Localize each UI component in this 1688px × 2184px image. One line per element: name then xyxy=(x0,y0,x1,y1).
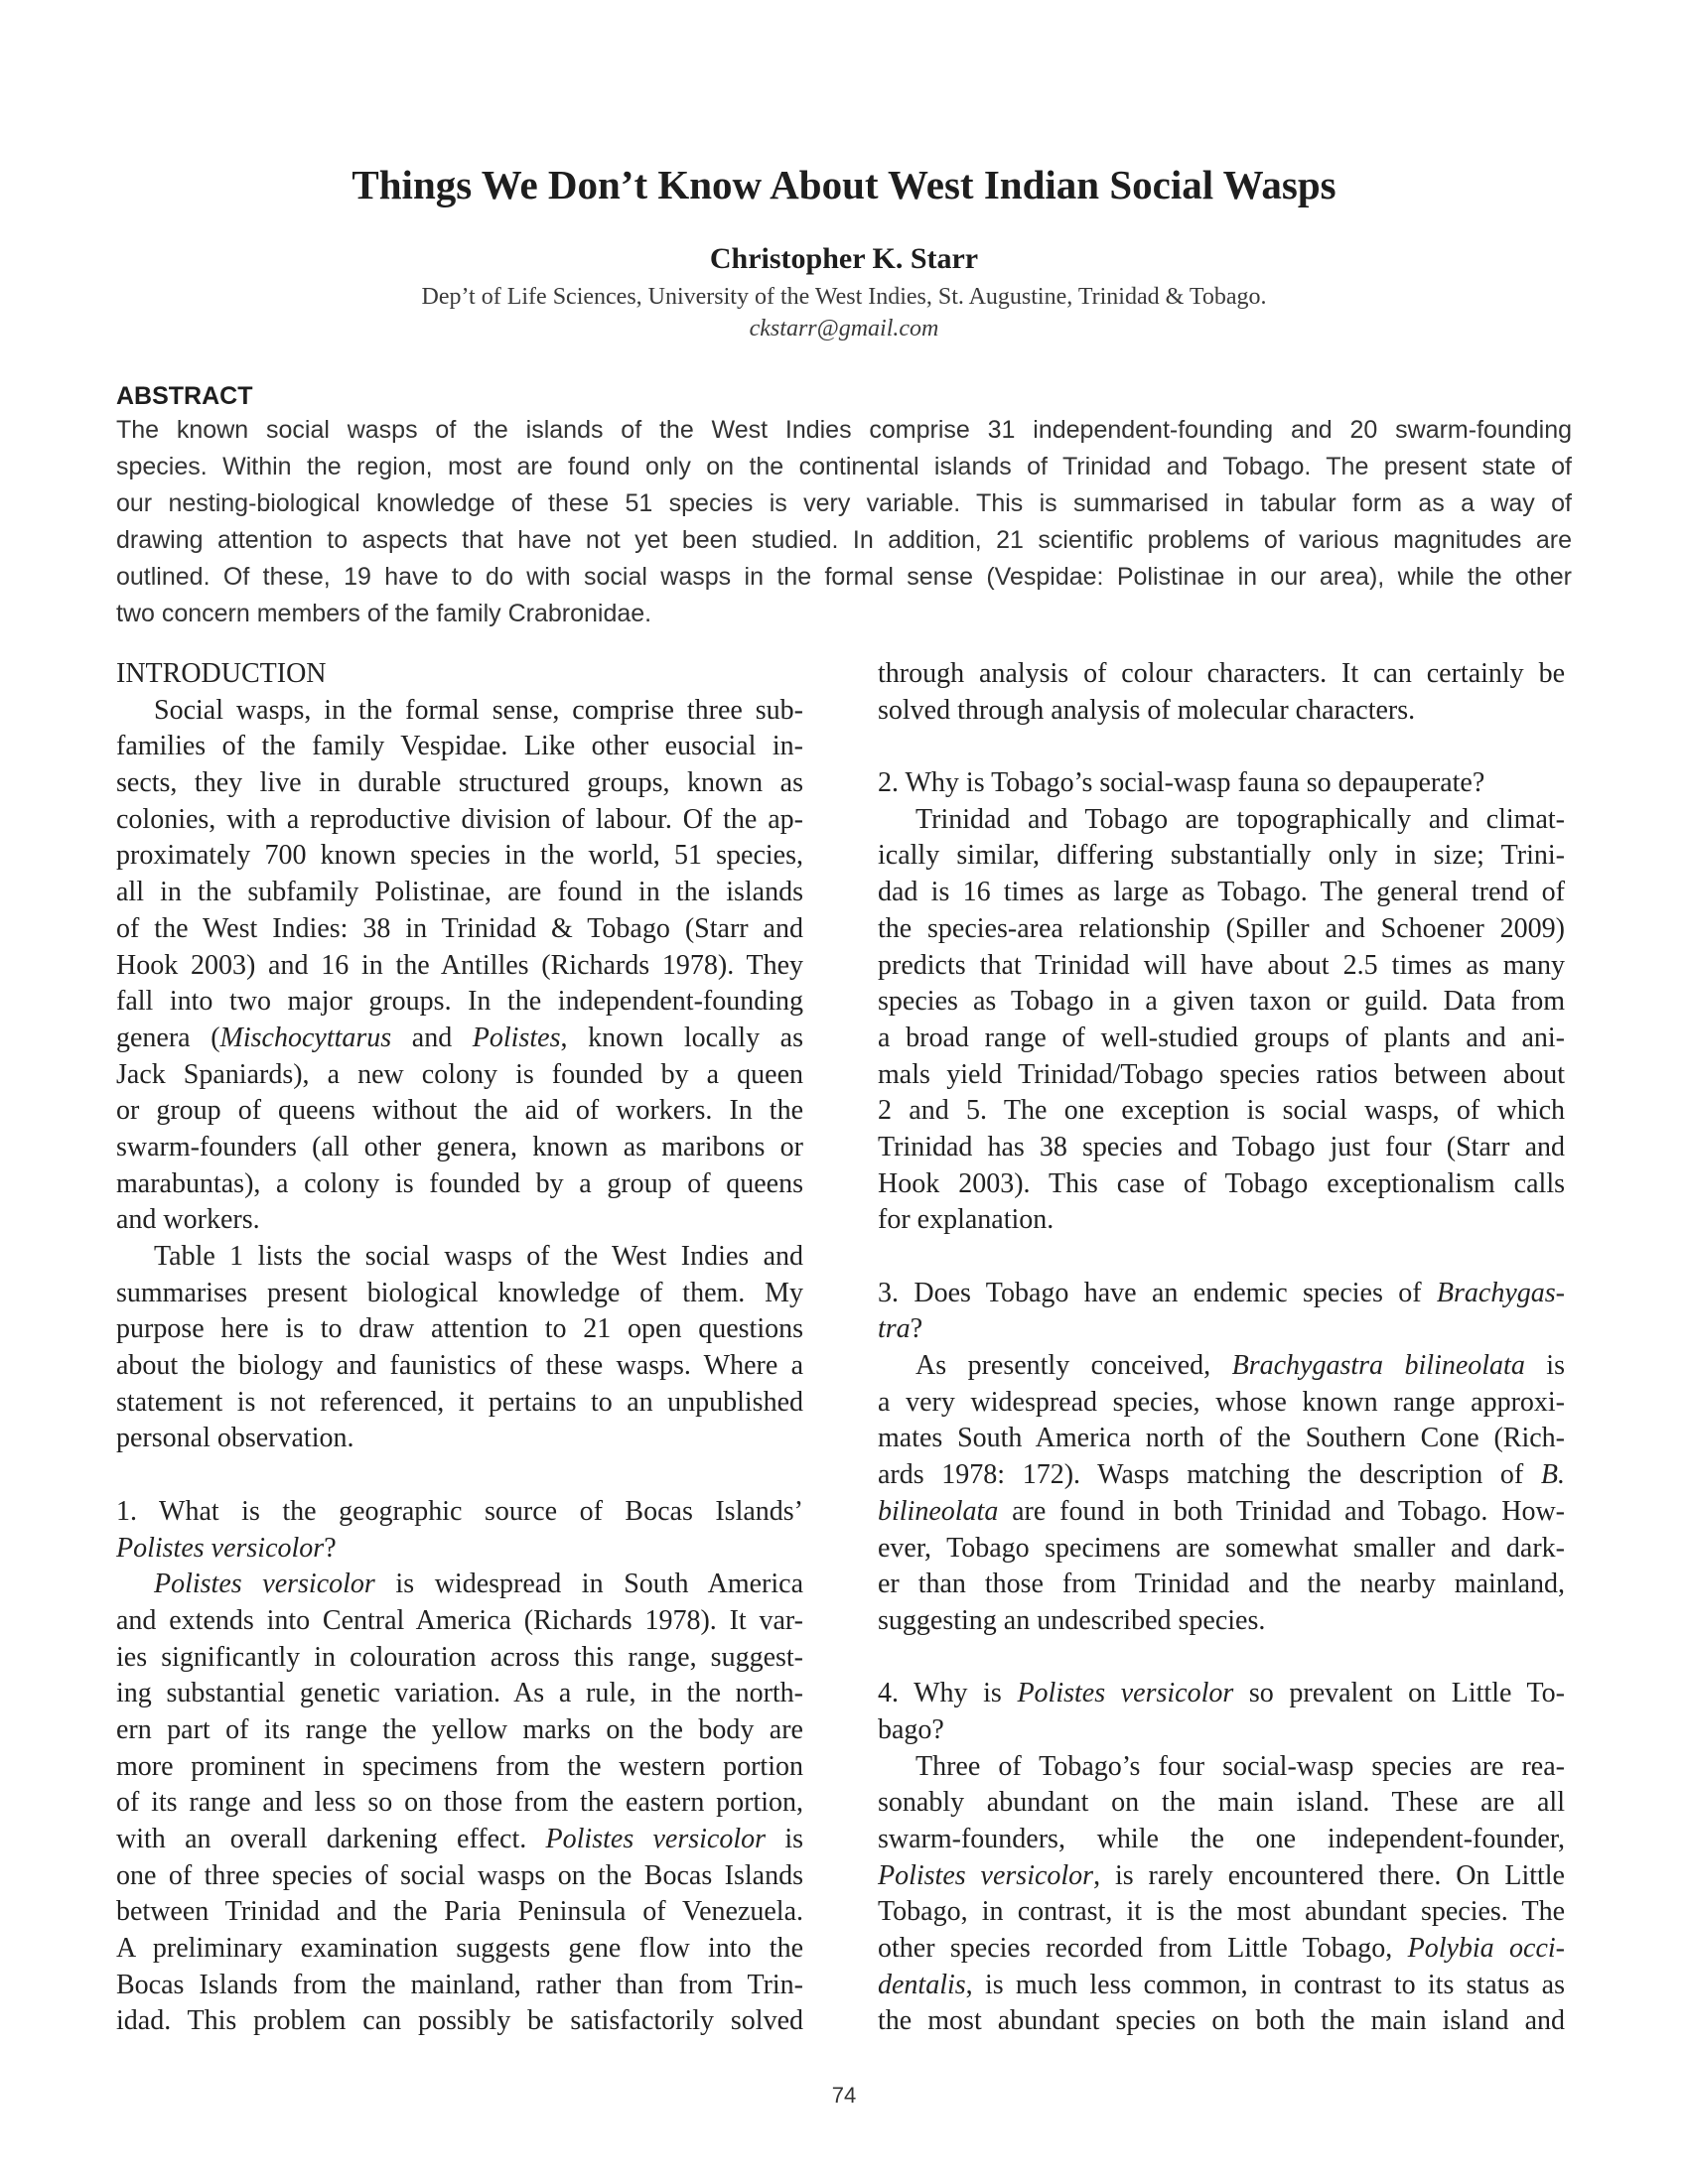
text-segment: is xyxy=(766,1824,803,1854)
text-line: predicts that Trinidad will have about 2.5 times as many xyxy=(878,949,1565,981)
text-line: Trinidad has 38 species and Tobago just four (Starr and xyxy=(878,1131,1565,1162)
text-segment: ards 1978: 172). Wasps matching the description of xyxy=(878,1459,1541,1491)
text-line xyxy=(878,1676,1565,1712)
text-line xyxy=(878,1858,1565,1895)
text-line: Hook 2003) and 16 in the Antilles (Richards 1978). They xyxy=(116,949,803,981)
text-line: 1. What is the geographic source of Bocas Islands’ xyxy=(116,1495,803,1527)
text-line: idad. This problem can possibly be satisfactorily solved xyxy=(116,2005,803,2037)
text-line: Tobago, in contrast, it is the most abundant species. The xyxy=(878,1896,1565,1928)
text-line xyxy=(116,1021,803,1057)
text-line: one of three species of social wasps on the Bocas Islands xyxy=(116,1859,803,1891)
paragraph-gap xyxy=(878,1239,1565,1276)
author-name: Christopher K. Starr xyxy=(709,242,979,275)
text-line: Jack Spaniards), a new colony is founded by a queen xyxy=(116,1058,803,1090)
paragraph-gap xyxy=(878,1640,1565,1677)
italic-taxon: Brachygas- xyxy=(1436,1277,1565,1308)
text-line xyxy=(878,1276,1565,1312)
text-segment: is widespread in South America xyxy=(374,1569,803,1600)
text-line: a very widespread species, whose known range approxi- xyxy=(878,1386,1565,1418)
text-line: the most abundant species on both the main island and xyxy=(878,2005,1565,2037)
text-line: sonably abundant on the main island. These are all xyxy=(878,1787,1565,1819)
text-line: more prominent in specimens from the western portion xyxy=(116,1750,803,1782)
text-line: and workers. xyxy=(116,1204,260,1236)
text-line: summarises present biological knowledge of them. My xyxy=(116,1277,803,1308)
text-line: sects, they live in durable structured groups, known as xyxy=(116,767,803,799)
text-line: Table 1 lists the social wasps of the West Indies and xyxy=(154,1241,803,1272)
text-line: about the biology and faunistics of these wasps. Where a xyxy=(116,1350,803,1382)
text-line: through analysis of colour characters. It can certainly be xyxy=(878,658,1565,689)
italic-taxon: bilineolata xyxy=(878,1495,999,1527)
left-text-column xyxy=(116,656,803,2040)
text-line: colonies, with a reproductive division of labour. Of the ap- xyxy=(116,803,803,835)
text-line: ically similar, differing substantially only in size; Trini- xyxy=(878,840,1565,872)
italic-taxon: Polistes versicolor xyxy=(545,1824,767,1854)
italic-taxon: tra xyxy=(878,1313,911,1345)
text-line xyxy=(878,1494,1565,1531)
page-number: 74 xyxy=(831,2083,857,2108)
text-line: of the West Indies: 38 in Trinidad & Tobago (Starr and xyxy=(116,912,803,944)
text-line: er than those from Trinidad and the nearby mainland, xyxy=(878,1569,1565,1600)
text-line: families of the family Vespidae. Like other eusocial in- xyxy=(116,731,803,762)
text-line: dad is 16 times as large as Tobago. The general trend of xyxy=(878,877,1565,908)
text-line: personal observation. xyxy=(116,1423,354,1454)
text-line: all in the subfamily Polistinae, are found in the islands xyxy=(116,877,803,908)
text-line: Trinidad and Tobago are topographically and climat- xyxy=(915,803,1565,835)
text-segment: is xyxy=(1524,1350,1565,1382)
text-line: mates South America north of the Southern Cone (Rich- xyxy=(878,1423,1565,1454)
text-line: bago? xyxy=(878,1713,944,1745)
text-line: Social wasps, in the formal sense, comprise three sub- xyxy=(154,694,803,726)
italic-taxon: Polybia occi- xyxy=(1407,1933,1565,1965)
text-segment: 4. Why is xyxy=(878,1678,1018,1709)
text-line: proximately 700 known species in the world, 51 species, xyxy=(116,840,803,872)
text-line: A preliminary examination suggests gene flow into the xyxy=(116,1933,803,1965)
text-line xyxy=(878,1457,1565,1494)
text-line xyxy=(116,1822,803,1858)
abstract-line: outlined. Of these, 19 have to do with social wasps in the formal sense (Vespidae: Polistinae in our area), while the other xyxy=(116,563,1572,591)
text-segment: ? xyxy=(910,1313,923,1345)
text-line: purpose here is to draw attention to 21 open questions xyxy=(116,1313,803,1345)
abstract-body xyxy=(116,412,1572,632)
text-line: statement is not referenced, it pertains to an unpublished xyxy=(116,1386,803,1418)
text-line: 2 and 5. The one exception is social wasps, of which xyxy=(878,1095,1565,1127)
text-line xyxy=(116,1531,803,1568)
text-segment: so prevalent on Little To- xyxy=(1233,1678,1565,1709)
text-line xyxy=(878,1968,1565,2004)
right-text-column xyxy=(878,656,1565,2040)
text-line xyxy=(878,1348,1565,1385)
paragraph-gap xyxy=(878,729,1565,765)
abstract-line: drawing attention to aspects that have not yet been studied. In addition, 21 scientific problems of various magnitudes are xyxy=(116,526,1572,554)
italic-taxon: Polistes versicolor xyxy=(116,1532,325,1564)
abstract-heading: ABSTRACT xyxy=(116,382,253,410)
text-segment: 3. Does Tobago have an endemic species of xyxy=(878,1277,1437,1308)
text-line: fall into two major groups. In the independent-founding xyxy=(116,986,803,1018)
text-line: ern part of its range the yellow marks on the body are xyxy=(116,1713,803,1745)
italic-taxon: Polistes versicolor xyxy=(878,1859,1094,1891)
text-line: the species-area relationship (Spiller and Schoener 2009) xyxy=(878,912,1565,944)
text-line: swarm-founders, while the one independent-founder, xyxy=(878,1824,1565,1854)
text-line: and extends into Central America (Richards 1978). It var- xyxy=(116,1604,803,1636)
text-line: ies significantly in colouration across this range, suggest- xyxy=(116,1641,803,1673)
text-segment: As presently conceived, xyxy=(915,1350,1232,1382)
text-segment: genera ( xyxy=(116,1022,220,1053)
italic-taxon: Mischocyttarus xyxy=(219,1022,392,1053)
text-line: ever, Tobago specimens are somewhat smaller and dark- xyxy=(878,1532,1565,1564)
italic-taxon: Polistes xyxy=(472,1022,561,1053)
text-line: Bocas Islands from the mainland, rather than from Trin- xyxy=(116,1969,803,2000)
author-email: ckstarr@gmail.com xyxy=(749,316,939,341)
text-line: ing substantial genetic variation. As a rule, in the north- xyxy=(116,1678,803,1709)
italic-taxon: Brachygastra bilineolata xyxy=(1231,1350,1525,1382)
text-segment: , known locally as xyxy=(560,1022,803,1053)
author-affiliation: Dep’t of Life Sciences, University of the West Indies, St. Augustine, Trinidad & Tobago. xyxy=(421,284,1267,310)
paper-title: Things We Don’t Know About West Indian Social Wasps xyxy=(352,162,1336,207)
text-segment: other species recorded from Little Tobago, xyxy=(878,1933,1408,1965)
text-segment: , is rarely encountered there. On Little xyxy=(1093,1859,1565,1891)
section-heading: INTRODUCTION xyxy=(116,658,327,689)
text-line: 2. Why is Tobago’s social-wasp fauna so depauperate? xyxy=(878,767,1485,799)
italic-taxon: dentalis xyxy=(878,1969,966,2000)
text-line: mals yield Trinidad/Tobago species ratios between about xyxy=(878,1058,1565,1090)
text-line: for explanation. xyxy=(878,1204,1055,1236)
text-line: species as Tobago in a given taxon or guild. Data from xyxy=(878,986,1565,1018)
text-segment: , is much less common, in contrast to its status as xyxy=(965,1969,1565,2000)
paragraph-gap xyxy=(116,1457,803,1494)
italic-taxon: Polistes versicolor xyxy=(1017,1678,1234,1709)
text-line xyxy=(878,1311,1565,1348)
abstract-line: our nesting-biological knowledge of these 51 species is very variable. This is summarised in tabular form as a way of xyxy=(116,489,1572,517)
text-line: a broad range of well-studied groups of plants and ani- xyxy=(878,1022,1565,1053)
text-line: solved through analysis of molecular characters. xyxy=(878,694,1416,726)
text-line: suggesting an undescribed species. xyxy=(878,1604,1266,1636)
text-line: Three of Tobago’s four social-wasp species are rea- xyxy=(915,1750,1565,1782)
text-line xyxy=(116,1567,803,1603)
abstract-line: species. Within the region, most are found only on the continental islands of Trinidad and Tobago. The present state of xyxy=(116,453,1572,480)
text-segment: ? xyxy=(324,1532,337,1564)
abstract-line: The known social wasps of the islands of the West Indies comprise 31 independent-founding and 20 swarm-founding xyxy=(116,416,1572,444)
italic-taxon: Polistes versicolor xyxy=(154,1569,375,1600)
text-segment: and xyxy=(391,1022,473,1053)
abstract-line: two concern members of the family Crabronidae. xyxy=(116,600,652,627)
text-segment: are found in both Trinidad and Tobago. How- xyxy=(998,1495,1565,1527)
text-line: between Trinidad and the Paria Peninsula of Venezuela. xyxy=(116,1896,803,1928)
text-line: or group of queens without the aid of workers. In the xyxy=(116,1095,803,1127)
italic-taxon: B. xyxy=(1540,1459,1565,1491)
text-segment: with an overall darkening effect. xyxy=(116,1824,546,1854)
text-line: of its range and less so on those from the eastern portion, xyxy=(116,1787,803,1819)
text-line: swarm-founders (all other genera, known as maribons or xyxy=(116,1131,803,1162)
text-line: marabuntas), a colony is founded by a group of queens xyxy=(116,1167,803,1199)
text-line xyxy=(878,1931,1565,1968)
text-line: Hook 2003). This case of Tobago exceptionalism calls xyxy=(878,1167,1565,1199)
